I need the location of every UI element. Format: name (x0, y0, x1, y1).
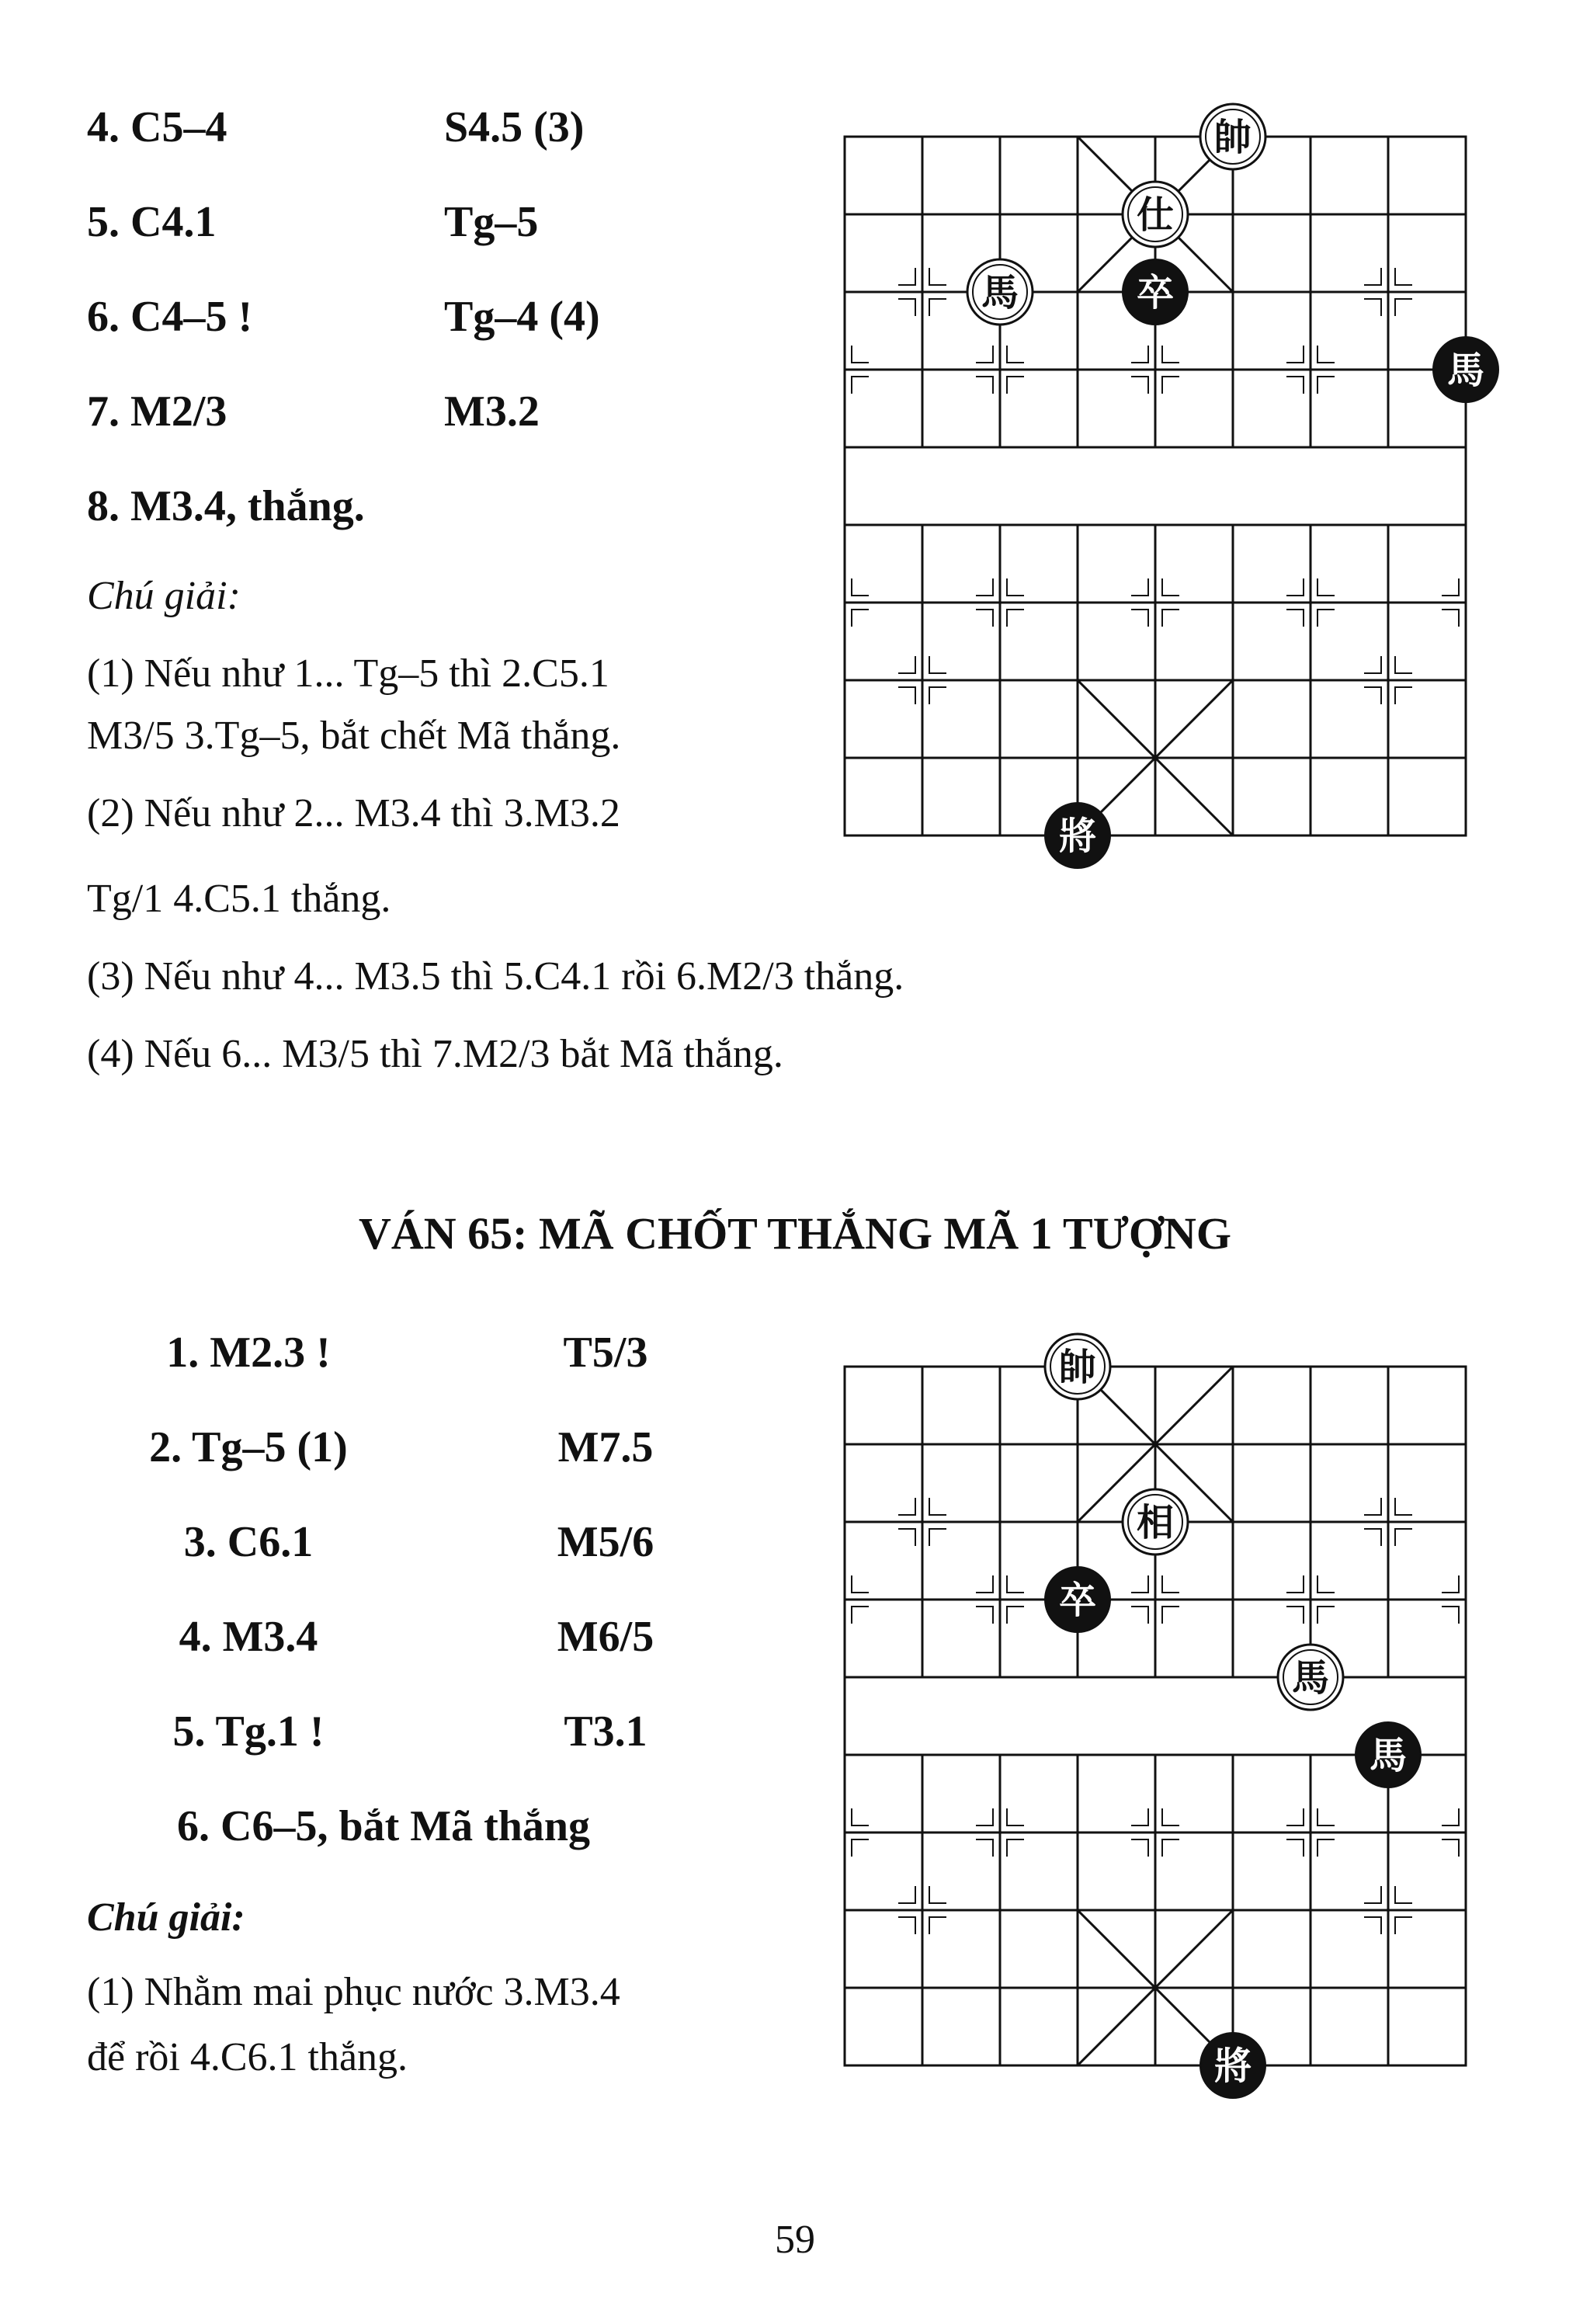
position-marker (1442, 1575, 1459, 1593)
g2-move-black-4: T3.1 (564, 1707, 647, 1756)
piece-label: 馬 (981, 271, 1019, 314)
g2-move-black-1: M7.5 (557, 1423, 654, 1471)
position-marker (1131, 610, 1148, 627)
position-marker (1395, 1917, 1412, 1934)
piece-label: 帥 (1058, 1346, 1097, 1389)
g2-move-red-4: 5. Tg.1 ! (172, 1707, 325, 1756)
position-marker (852, 578, 869, 596)
g2-title: VÁN 65: MÃ CHỐT THẮNG MÃ 1 TƯỢNG (358, 1208, 1232, 1259)
g1-note-2: (2) Nếu như 2... M3.4 thì 3.M3.2 (87, 791, 620, 835)
position-marker (1317, 1808, 1335, 1826)
position-marker (929, 1498, 946, 1515)
position-marker (1007, 1839, 1024, 1857)
position-marker (1395, 656, 1412, 673)
position-marker (898, 1498, 915, 1515)
position-marker (1395, 1498, 1412, 1515)
piece-label: 卒 (1136, 271, 1175, 314)
position-marker (1317, 578, 1335, 596)
position-marker (976, 1607, 993, 1624)
position-marker (1364, 1529, 1381, 1546)
position-marker (1395, 687, 1412, 704)
position-marker (929, 656, 946, 673)
g2-final-move: 6. C6–5, bắt Mã thắng (177, 1802, 591, 1850)
position-marker (852, 1808, 869, 1826)
position-marker (1007, 610, 1024, 627)
position-marker (1286, 1839, 1304, 1857)
position-marker (1395, 299, 1412, 316)
position-marker (1442, 1607, 1459, 1624)
piece-label: 將 (1213, 2044, 1252, 2088)
g2-notes-heading: Chú giải: (87, 1895, 245, 1940)
position-marker (976, 1808, 993, 1826)
position-marker (1442, 578, 1459, 596)
position-marker (1364, 656, 1381, 673)
red-piece (1278, 1645, 1343, 1710)
position-marker (1131, 377, 1148, 394)
g1-note-4: (3) Nếu như 4... M3.5 thì 5.C4.1 rồi 6.M2/3 thắng. (87, 954, 904, 999)
piece-label: 馬 (1291, 1656, 1330, 1700)
position-marker (1364, 268, 1381, 285)
position-marker (1286, 610, 1304, 627)
position-marker (1162, 1575, 1179, 1593)
red-piece (1123, 182, 1188, 247)
position-marker (1317, 346, 1335, 363)
position-marker (1395, 1886, 1412, 1903)
position-marker (976, 1575, 993, 1593)
g1-notes-heading: Chú giải: (87, 574, 241, 618)
position-marker (976, 346, 993, 363)
g1-move-red-1: 5. C4.1 (87, 198, 217, 246)
position-marker (1007, 346, 1024, 363)
position-marker (1162, 346, 1179, 363)
g1-note-1: M3/5 3.Tg–5, bắt chết Mã thắng. (87, 714, 621, 758)
position-marker (1007, 578, 1024, 596)
position-marker (1364, 1917, 1381, 1934)
position-marker (929, 299, 946, 316)
position-marker (852, 1839, 869, 1857)
position-marker (1286, 1607, 1304, 1624)
red-piece (1200, 104, 1265, 169)
g2-move-red-1: 2. Tg–5 (1) (149, 1423, 348, 1471)
g1-note-3: Tg/1 4.C5.1 thắng. (87, 877, 391, 921)
piece-label: 帥 (1213, 116, 1252, 159)
position-marker (1286, 1575, 1304, 1593)
position-marker (1131, 578, 1148, 596)
position-marker (1007, 1808, 1024, 1826)
black-piece (1433, 337, 1498, 402)
position-marker (898, 1529, 915, 1546)
g1-move-black-3: M3.2 (444, 387, 540, 436)
position-marker (1131, 1808, 1148, 1826)
black-piece (1045, 1567, 1110, 1632)
black-piece (1045, 803, 1110, 868)
position-marker (1364, 687, 1381, 704)
position-marker (898, 299, 915, 316)
xiangqi-board-1 (807, 109, 1553, 916)
position-marker (1286, 346, 1304, 363)
position-marker (852, 377, 869, 394)
position-marker (1007, 1607, 1024, 1624)
g2-move-black-0: T5/3 (563, 1329, 648, 1377)
position-marker (929, 1529, 946, 1546)
position-marker (852, 1607, 869, 1624)
position-marker (1007, 377, 1024, 394)
position-marker (1286, 578, 1304, 596)
position-marker (929, 1917, 946, 1934)
position-marker (929, 1886, 946, 1903)
position-marker (976, 610, 993, 627)
position-marker (1395, 268, 1412, 285)
position-marker (898, 687, 915, 704)
position-marker (1364, 299, 1381, 316)
position-marker (1442, 1839, 1459, 1857)
position-marker (929, 687, 946, 704)
black-piece (1123, 259, 1188, 325)
position-marker (898, 268, 915, 285)
position-marker (1162, 1808, 1179, 1826)
g1-move-black-2: Tg–4 (4) (444, 293, 600, 341)
g1-move-black-1: Tg–5 (444, 198, 539, 246)
red-piece (967, 259, 1033, 325)
position-marker (1286, 1808, 1304, 1826)
g1-move-red-0: 4. C5–4 (87, 103, 227, 151)
position-marker (1131, 1575, 1148, 1593)
position-marker (852, 610, 869, 627)
piece-label: 仕 (1136, 193, 1175, 237)
g1-move-black-0: S4.5 (3) (444, 103, 585, 151)
g1-move-red-2: 6. C4–5 ! (87, 293, 253, 341)
g2-move-black-2: M5/6 (557, 1518, 654, 1566)
black-piece (1356, 1722, 1421, 1787)
g2-move-red-3: 4. M3.4 (179, 1613, 318, 1661)
position-marker (976, 1839, 993, 1857)
position-marker (1364, 1498, 1381, 1515)
g2-note-0: (1) Nhằm mai phục nước 3.M3.4 (87, 1970, 620, 2014)
position-marker (1162, 1607, 1179, 1624)
position-marker (1317, 1575, 1335, 1593)
position-marker (1162, 578, 1179, 596)
board-grid (845, 1367, 1466, 2065)
position-marker (1395, 1529, 1412, 1546)
black-piece (1200, 2033, 1265, 2098)
position-marker (976, 377, 993, 394)
position-marker (1162, 610, 1179, 627)
position-marker (1131, 1607, 1148, 1624)
position-marker (898, 656, 915, 673)
position-marker (1442, 1808, 1459, 1826)
g1-note-5: (4) Nếu 6... M3/5 thì 7.M2/3 bắt Mã thắng. (87, 1032, 783, 1076)
g1-move-red-3: 7. M2/3 (87, 387, 227, 436)
piece-label: 相 (1136, 1501, 1175, 1544)
position-marker (929, 268, 946, 285)
position-marker (852, 1575, 869, 1593)
position-marker (1131, 346, 1148, 363)
g2-move-red-0: 1. M2.3 ! (166, 1329, 331, 1377)
g1-final-move: 8. M3.4, thắng. (87, 482, 365, 530)
xiangqi-board-2 (807, 1339, 1553, 2146)
position-marker (1317, 377, 1335, 394)
position-marker (898, 1886, 915, 1903)
position-marker (1007, 1575, 1024, 1593)
position-marker (1286, 377, 1304, 394)
g2-move-red-2: 3. C6.1 (183, 1518, 314, 1566)
g1-note-0: (1) Nếu như 1... Tg–5 thì 2.C5.1 (87, 651, 609, 696)
g2-note-1: để rồi 4.C6.1 thắng. (87, 2035, 408, 2079)
position-marker (976, 578, 993, 596)
page-number: 59 (775, 2218, 815, 2262)
position-marker (1442, 610, 1459, 627)
g2-move-black-3: M6/5 (557, 1613, 654, 1661)
piece-label: 馬 (1369, 1734, 1408, 1777)
piece-label: 將 (1058, 815, 1097, 858)
red-piece (1045, 1334, 1110, 1399)
red-piece (1123, 1489, 1188, 1555)
position-marker (898, 1917, 915, 1934)
position-marker (852, 346, 869, 363)
position-marker (1317, 1607, 1335, 1624)
position-marker (1131, 1839, 1148, 1857)
piece-label: 卒 (1058, 1579, 1097, 1622)
piece-label: 馬 (1446, 349, 1485, 392)
position-marker (1162, 377, 1179, 394)
position-marker (1364, 1886, 1381, 1903)
position-marker (1162, 1839, 1179, 1857)
position-marker (1317, 610, 1335, 627)
position-marker (1317, 1839, 1335, 1857)
